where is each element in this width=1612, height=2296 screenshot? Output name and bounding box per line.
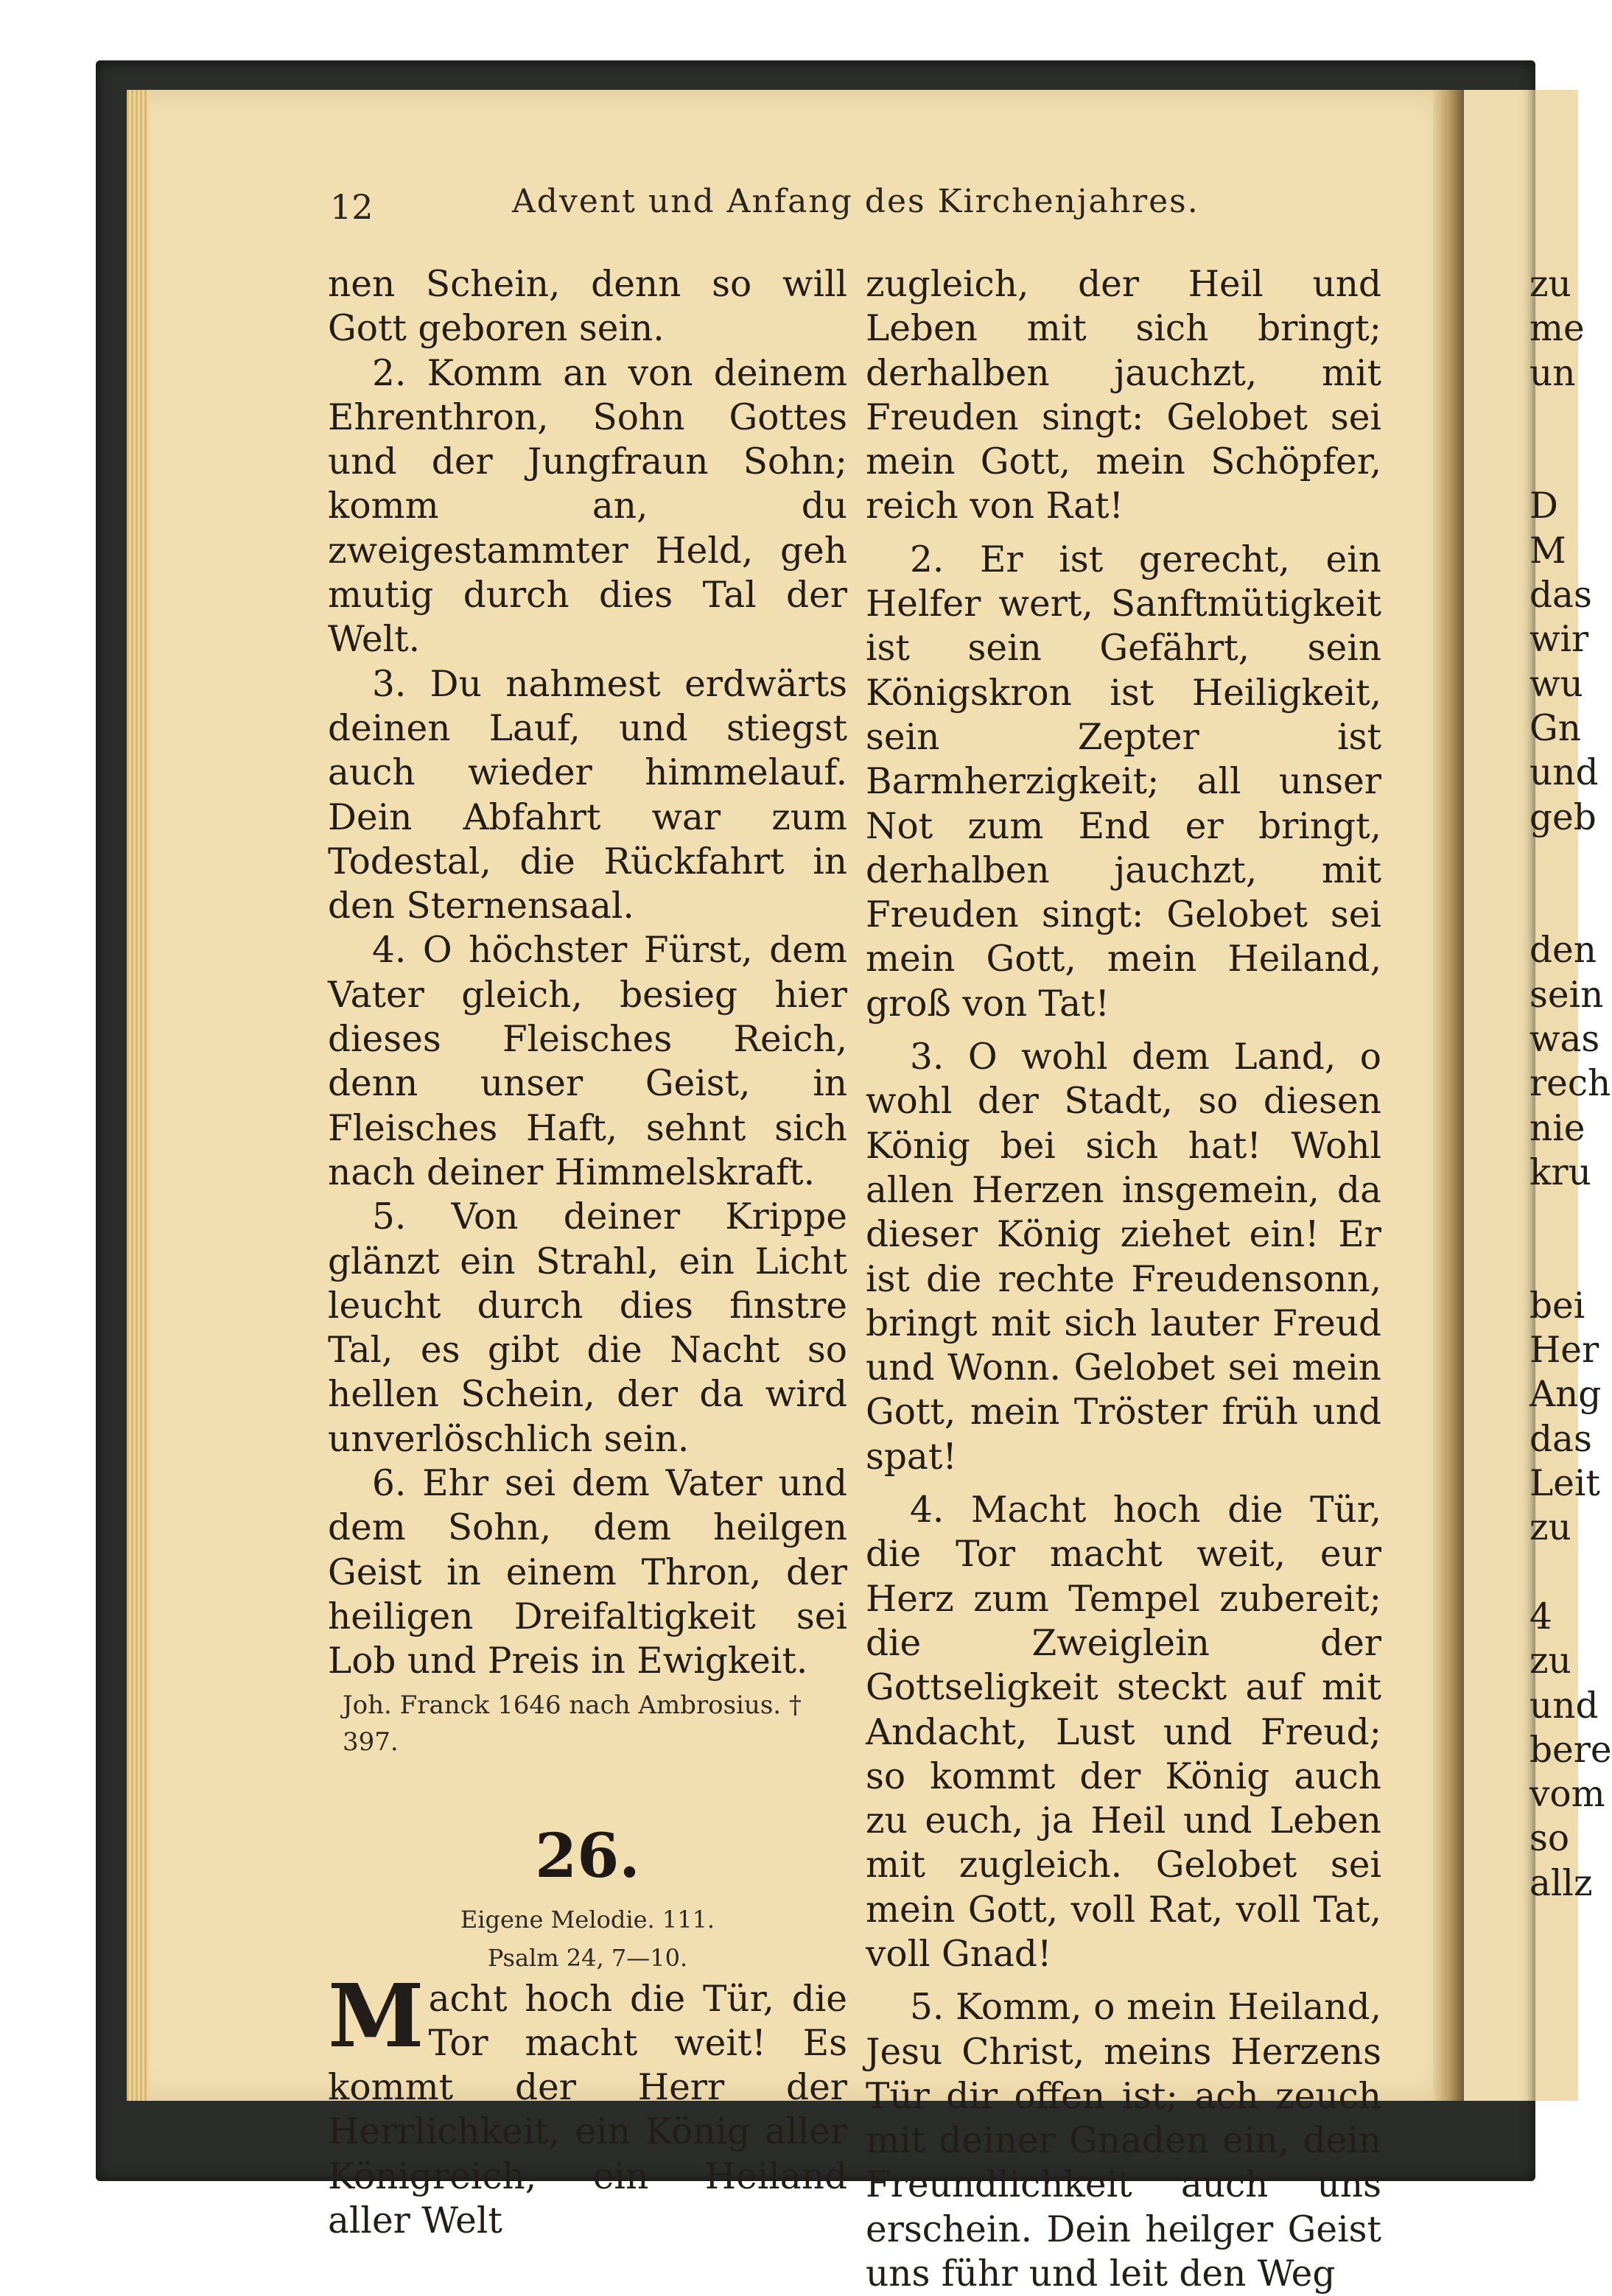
fragment-line bbox=[1529, 396, 1578, 440]
fragment-line: was bbox=[1529, 1019, 1600, 1061]
paragraph: nen Schein, denn so will Gott geboren sein. bbox=[328, 264, 847, 350]
fragment-line: zu bbox=[1529, 1507, 1571, 1549]
verse-2: 2. Komm an von deinem Ehrenthron, Sohn Gottes und der Jungfraun Sohn; komm an, du zweigestammter Held, geh mutig durch dies Tal der Welt. bbox=[328, 352, 847, 661]
hymn-number: 26. bbox=[535, 1820, 640, 1892]
right-page-text-fragments bbox=[1529, 262, 1612, 1906]
fragment-line: nie bbox=[1529, 1107, 1585, 1149]
running-title-text: Advent und Anfang des Kirchenjahres. bbox=[512, 183, 1199, 220]
fragment-line: me bbox=[1529, 308, 1585, 350]
verse-3: 3. Du nahmest erdwärts deinen Lauf, und stiegst auch wieder himmelauf. Dein Abfahrt war zum Todestal, die Rückfahrt in den Sternensaal. bbox=[328, 663, 847, 927]
middle-column bbox=[866, 262, 1381, 2296]
psalm-reference: Psalm 24, 7—10. bbox=[487, 1943, 688, 1972]
fragment-line: den bbox=[1529, 930, 1597, 972]
verse-2: 2. Er ist gerecht, ein Helfer wert, Sanftmütigkeit ist sein Gefährt, sein Königskron ist Heiligkeit, sein Zepter ist Barmherzigkeit; all unser Not zum End er bringt, derhalben jauchzt, mit Freuden singt: Gelobet sei mein Gott, mein Heiland, groß von Tat! bbox=[866, 538, 1381, 1025]
fragment-line: wu bbox=[1529, 663, 1583, 705]
fragment-line: Her bbox=[1529, 1330, 1599, 1372]
fragment-line: bere bbox=[1529, 1729, 1612, 1771]
fragment-line: D bbox=[1529, 485, 1558, 527]
fragment-line: Leit bbox=[1529, 1463, 1600, 1505]
fragment-line: Ang bbox=[1529, 1374, 1602, 1416]
fragment-line: rech bbox=[1529, 1063, 1611, 1105]
left-column bbox=[328, 262, 847, 2243]
hymn-attribution: Joh. Franck 1646 nach Ambrosius. † 397. bbox=[343, 1690, 802, 1757]
fragment-line: sein bbox=[1529, 974, 1604, 1016]
fragment-line: M bbox=[1529, 530, 1566, 572]
fragment-line bbox=[1529, 840, 1578, 884]
fragment-line bbox=[1529, 440, 1578, 484]
verse-3: 3. O wohl dem Land, o wohl der Stadt, so diesen König bei sich hat! Wohl allen Herzen insgemein, da dieser König ziehet ein! Er ist die rechte Freudensonn, bringt mit sich lauter Freud und Wonn. Gelobet sei mein Gott, mein Tröster früh und spat! bbox=[866, 1036, 1381, 1478]
fragment-line: und bbox=[1529, 1685, 1599, 1727]
verse-6: 6. Ehr sei dem Vater und dem Sohn, dem heilgen Geist in einem Thron, der heiligen Dreifaltigkeit sei Lob und Preis in Ewigkeit. bbox=[328, 1463, 847, 1682]
fragment-line: wir bbox=[1529, 619, 1589, 661]
verse-1-text: acht hoch die Tür, die Tor macht weit! Es kommt der Herr der Herrlichkeit, ein König aller Königreich, ein Heiland aller Welt bbox=[328, 1978, 847, 2241]
fragment-line: zu bbox=[1529, 1640, 1571, 1682]
paragraph: zugleich, der Heil und Leben mit sich bringt; derhalben jauchzt, mit Freuden singt: Gelobet sei mein Gott, mein Schöpfer, reich von Rat! bbox=[866, 264, 1381, 527]
fragment-line: Gn bbox=[1529, 707, 1581, 749]
fragment-line: das bbox=[1529, 575, 1592, 617]
page-number: 12 bbox=[330, 187, 374, 227]
fragment-line: 4 bbox=[1529, 1595, 1552, 1637]
fragment-line bbox=[1529, 1240, 1578, 1284]
fragment-line: zu bbox=[1529, 264, 1571, 305]
verse-5: 5. Von deiner Krippe glänzt ein Strahl, ein Licht leucht durch dies finstre Tal, es gibt die Nacht so hellen Schein, der da wird unverlöschlich sein. bbox=[328, 1196, 847, 1460]
fragment-line: so bbox=[1529, 1818, 1570, 1860]
drop-capital: M bbox=[328, 1964, 424, 2067]
verse-4: 4. O höchster Fürst, dem Vater gleich, besieg hier dieses Fleisches Reich, denn unser Geist, in Fleisches Haft, sehnt sich nach deiner Himmelskraft. bbox=[328, 930, 847, 1193]
fragment-line: un bbox=[1529, 352, 1576, 394]
fragment-line: bei bbox=[1529, 1285, 1585, 1327]
hymn-verse-1 bbox=[328, 1964, 847, 2244]
verse-4: 4. Macht hoch die Tür, die Tor macht weit, eur Herz zum Tempel zubereit; die Zweiglein der Gottseligkeit steckt auf mit Andacht, Lust und Freud; so kommt der König auch zu euch, ja Heil und Leben mit zugleich. Gelobet sei mein Gott, voll Rat, voll Tat, voll Gnad! bbox=[866, 1489, 1381, 1975]
fragment-line bbox=[1529, 1551, 1578, 1595]
fragment-line: und bbox=[1529, 752, 1599, 794]
fragment-line: geb bbox=[1529, 796, 1597, 838]
melody-reference: Eigene Melodie. 111. bbox=[460, 1905, 715, 1934]
verse-5: 5. Komm, o mein Heiland, Jesu Christ, meins Herzens Tür dir offen ist; ach zeuch mit deiner Gnaden ein, dein Freundlichkeit auch uns erschein. Dein heilger Geist uns führ und leit den Weg bbox=[866, 1987, 1381, 2295]
fragment-line: das bbox=[1529, 1418, 1592, 1460]
fragment-line bbox=[1529, 884, 1578, 928]
fragment-line: kru bbox=[1529, 1151, 1591, 1193]
running-title bbox=[332, 183, 1289, 227]
fragment-line: allz bbox=[1529, 1862, 1593, 1904]
fragment-line bbox=[1529, 1195, 1578, 1239]
fragment-line: vom bbox=[1529, 1774, 1605, 1816]
